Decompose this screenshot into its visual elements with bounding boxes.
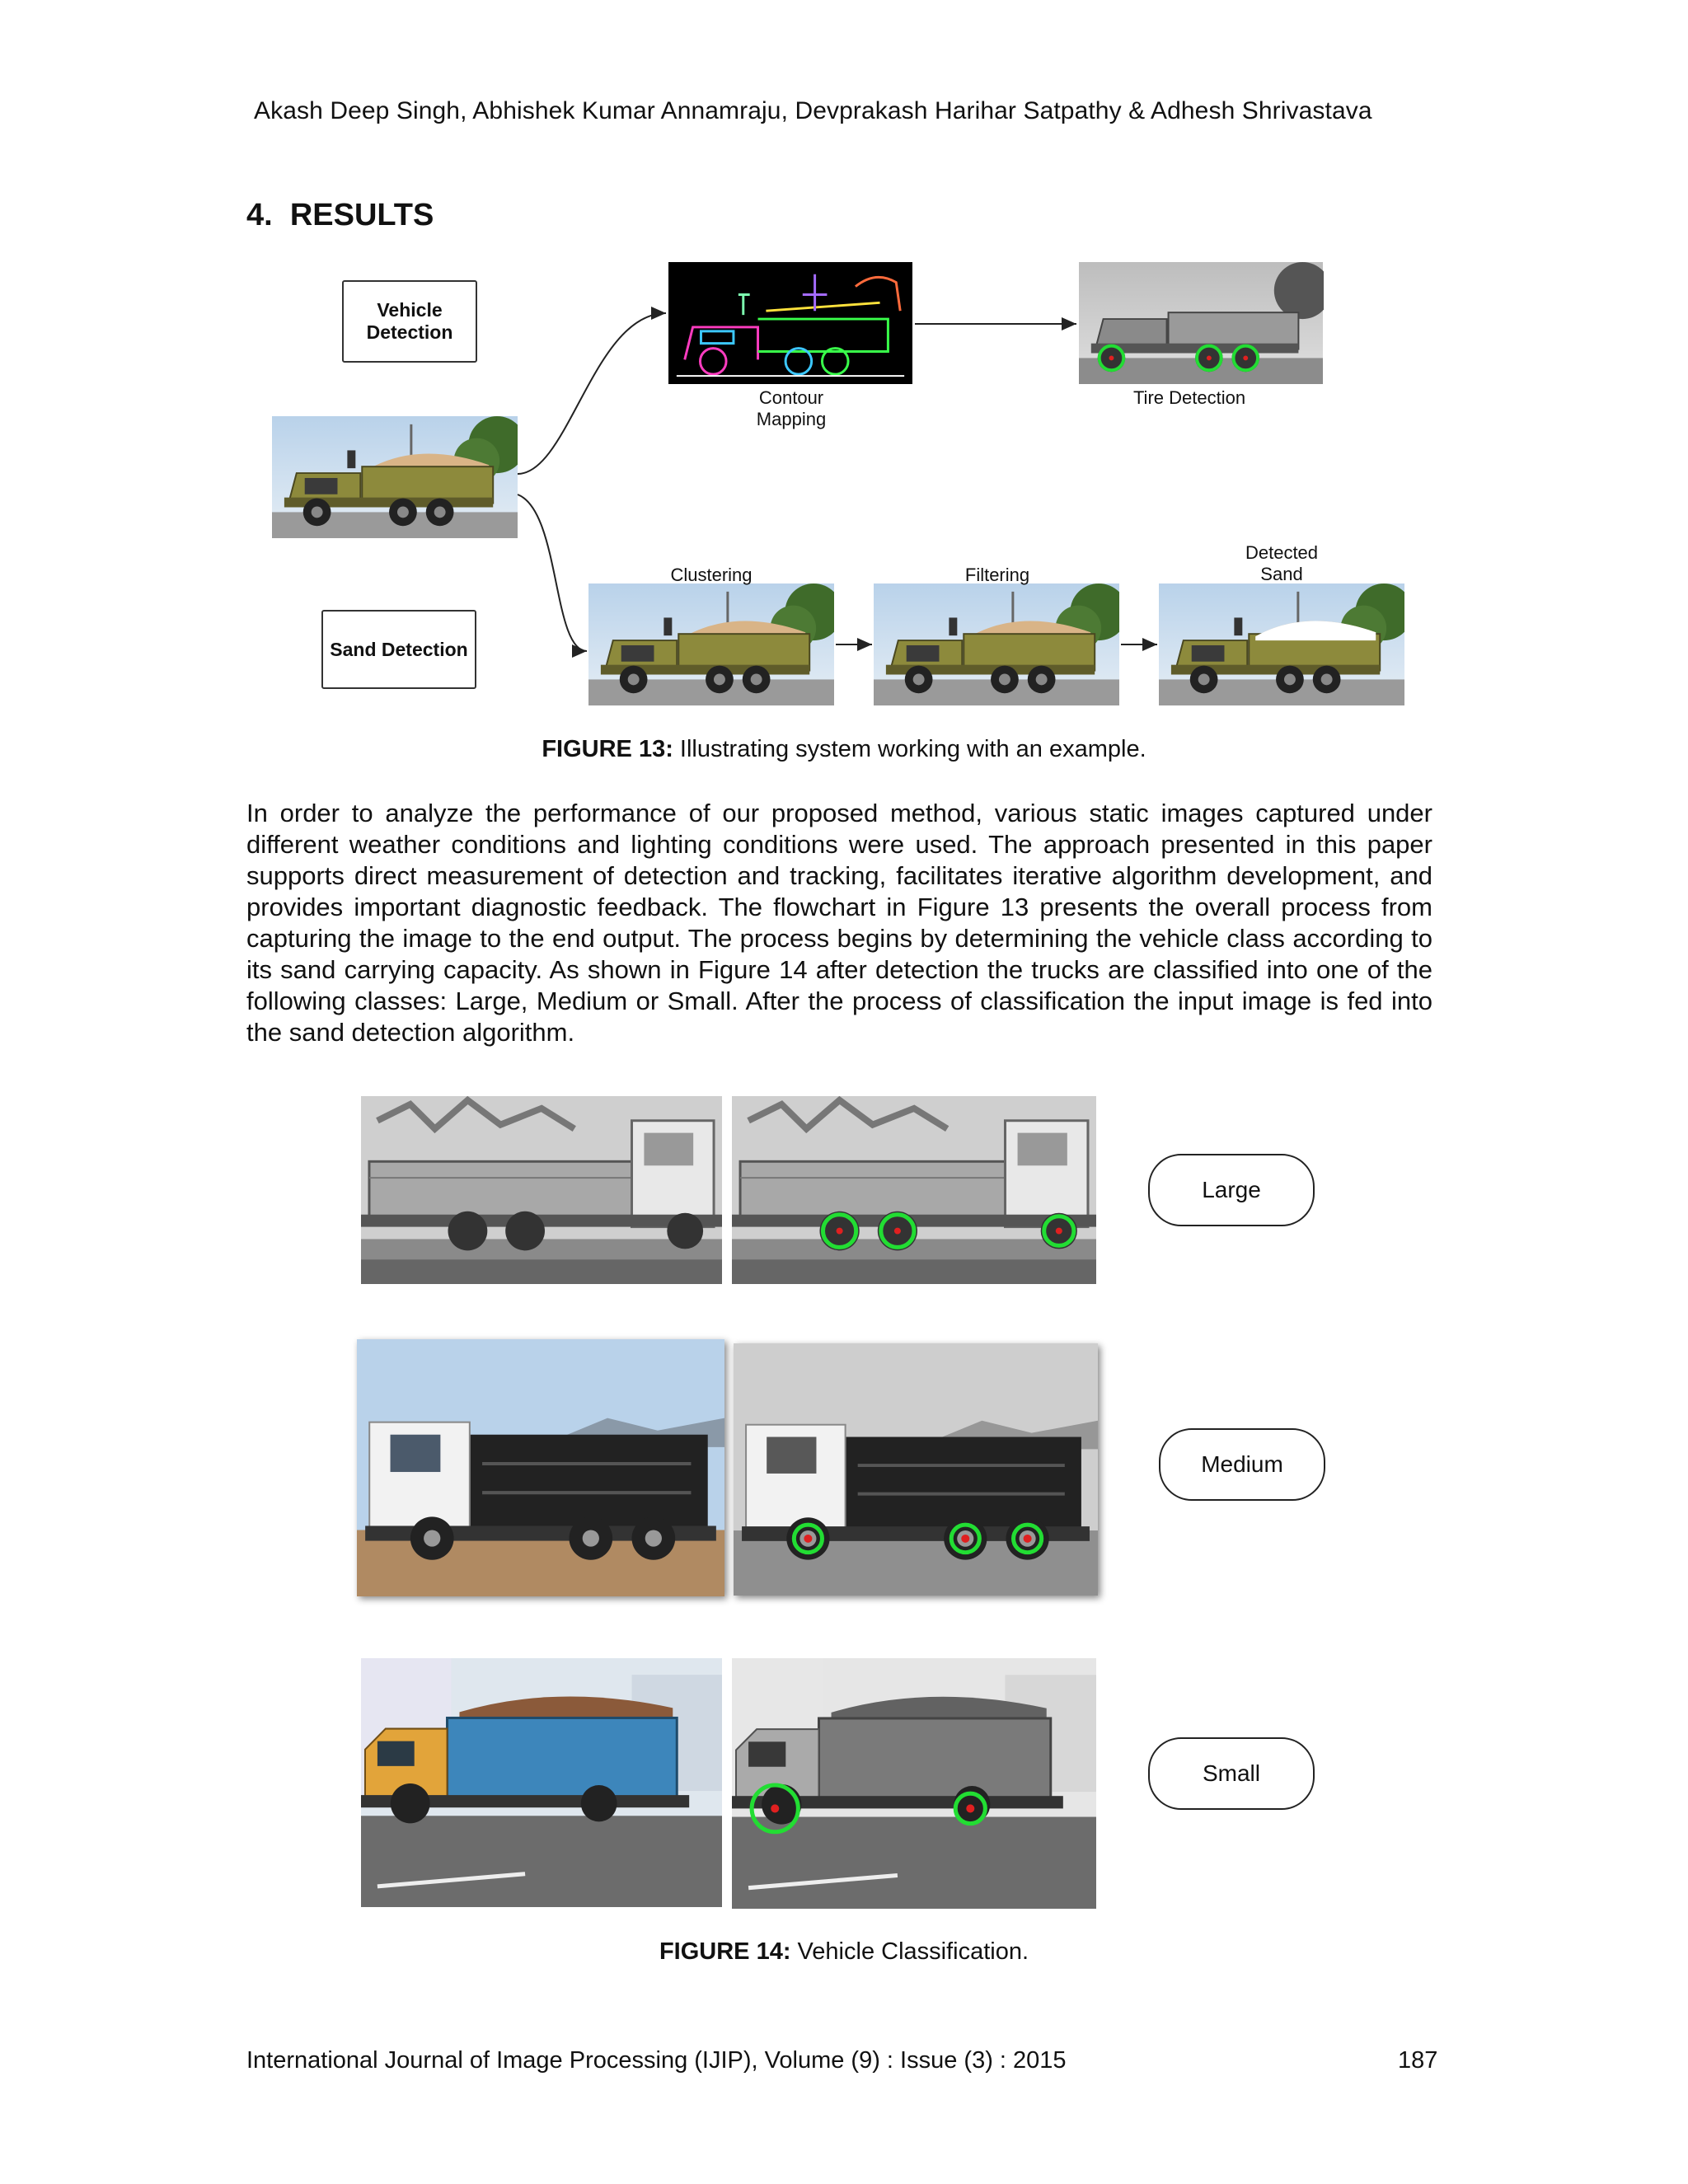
figure-13 bbox=[0, 0, 1688, 775]
arrow-to-clustering bbox=[518, 494, 587, 651]
filtering-label: Filtering bbox=[964, 565, 1030, 585]
class-large: Large bbox=[1148, 1154, 1315, 1226]
small-tire-markers bbox=[732, 1658, 1096, 1909]
medium-truck-original bbox=[357, 1339, 724, 1596]
figure-14-caption: FIGURE 14: Vehicle Classification. bbox=[659, 1938, 1029, 1965]
flow-arrows bbox=[0, 0, 1688, 775]
arrow-to-contour bbox=[518, 313, 666, 474]
footer-journal: International Journal of Image Processing (IJIP), Volume (9) : Issue (3) : 2015 bbox=[246, 2047, 1067, 2074]
class-medium: Medium bbox=[1159, 1428, 1325, 1501]
class-small: Small bbox=[1148, 1737, 1315, 1810]
contour-mapping-label: Contour Mapping bbox=[756, 387, 827, 429]
figure-14 bbox=[0, 1071, 1688, 1978]
large-truck-tires bbox=[732, 1096, 1096, 1284]
section-number: 4. bbox=[246, 198, 273, 232]
section-heading: RESULTS bbox=[289, 198, 434, 232]
detected-sand-label: Detected Sand bbox=[1245, 542, 1319, 584]
small-truck-original bbox=[361, 1658, 722, 1907]
sand-detection-box: Sand Detection bbox=[321, 610, 476, 689]
vehicle-detection-box: Vehicle Detection bbox=[342, 280, 477, 363]
body-paragraph: In order to analyze the performance of our proposed method, various static images captured under different weather conditions and lighting conditions were used. The approach presented in this paper supports direct measurement of detection and tracking, facilitates iterative algorithm development, and provides important diagnostic feedback. The flowchart in Figure 13 presents the overall process from capturing the image to the end output. The process begins by determining the vehicle class according to its sand carrying capacity. As shown in Figure 14 after detection the trucks are classified into one of the following classes: Large, Medium or Small. After the process of classification the input image is fed into the sand detection algorithm. bbox=[246, 799, 1432, 1047]
footer-page-number: 187 bbox=[1398, 2047, 1438, 2074]
medium-tire-markers bbox=[734, 1343, 1098, 1596]
tire-detection-label: Tire Detection bbox=[1132, 387, 1246, 408]
figure-13-caption: FIGURE 13: Illustrating system working with an example. bbox=[542, 736, 1146, 762]
clustering-label: Clustering bbox=[670, 565, 753, 585]
large-truck-original bbox=[361, 1096, 722, 1284]
running-header: Akash Deep Singh, Abhishek Kumar Annamraju, Devprakash Harihar Satpathy & Adhesh Shrivastava bbox=[254, 97, 1372, 124]
